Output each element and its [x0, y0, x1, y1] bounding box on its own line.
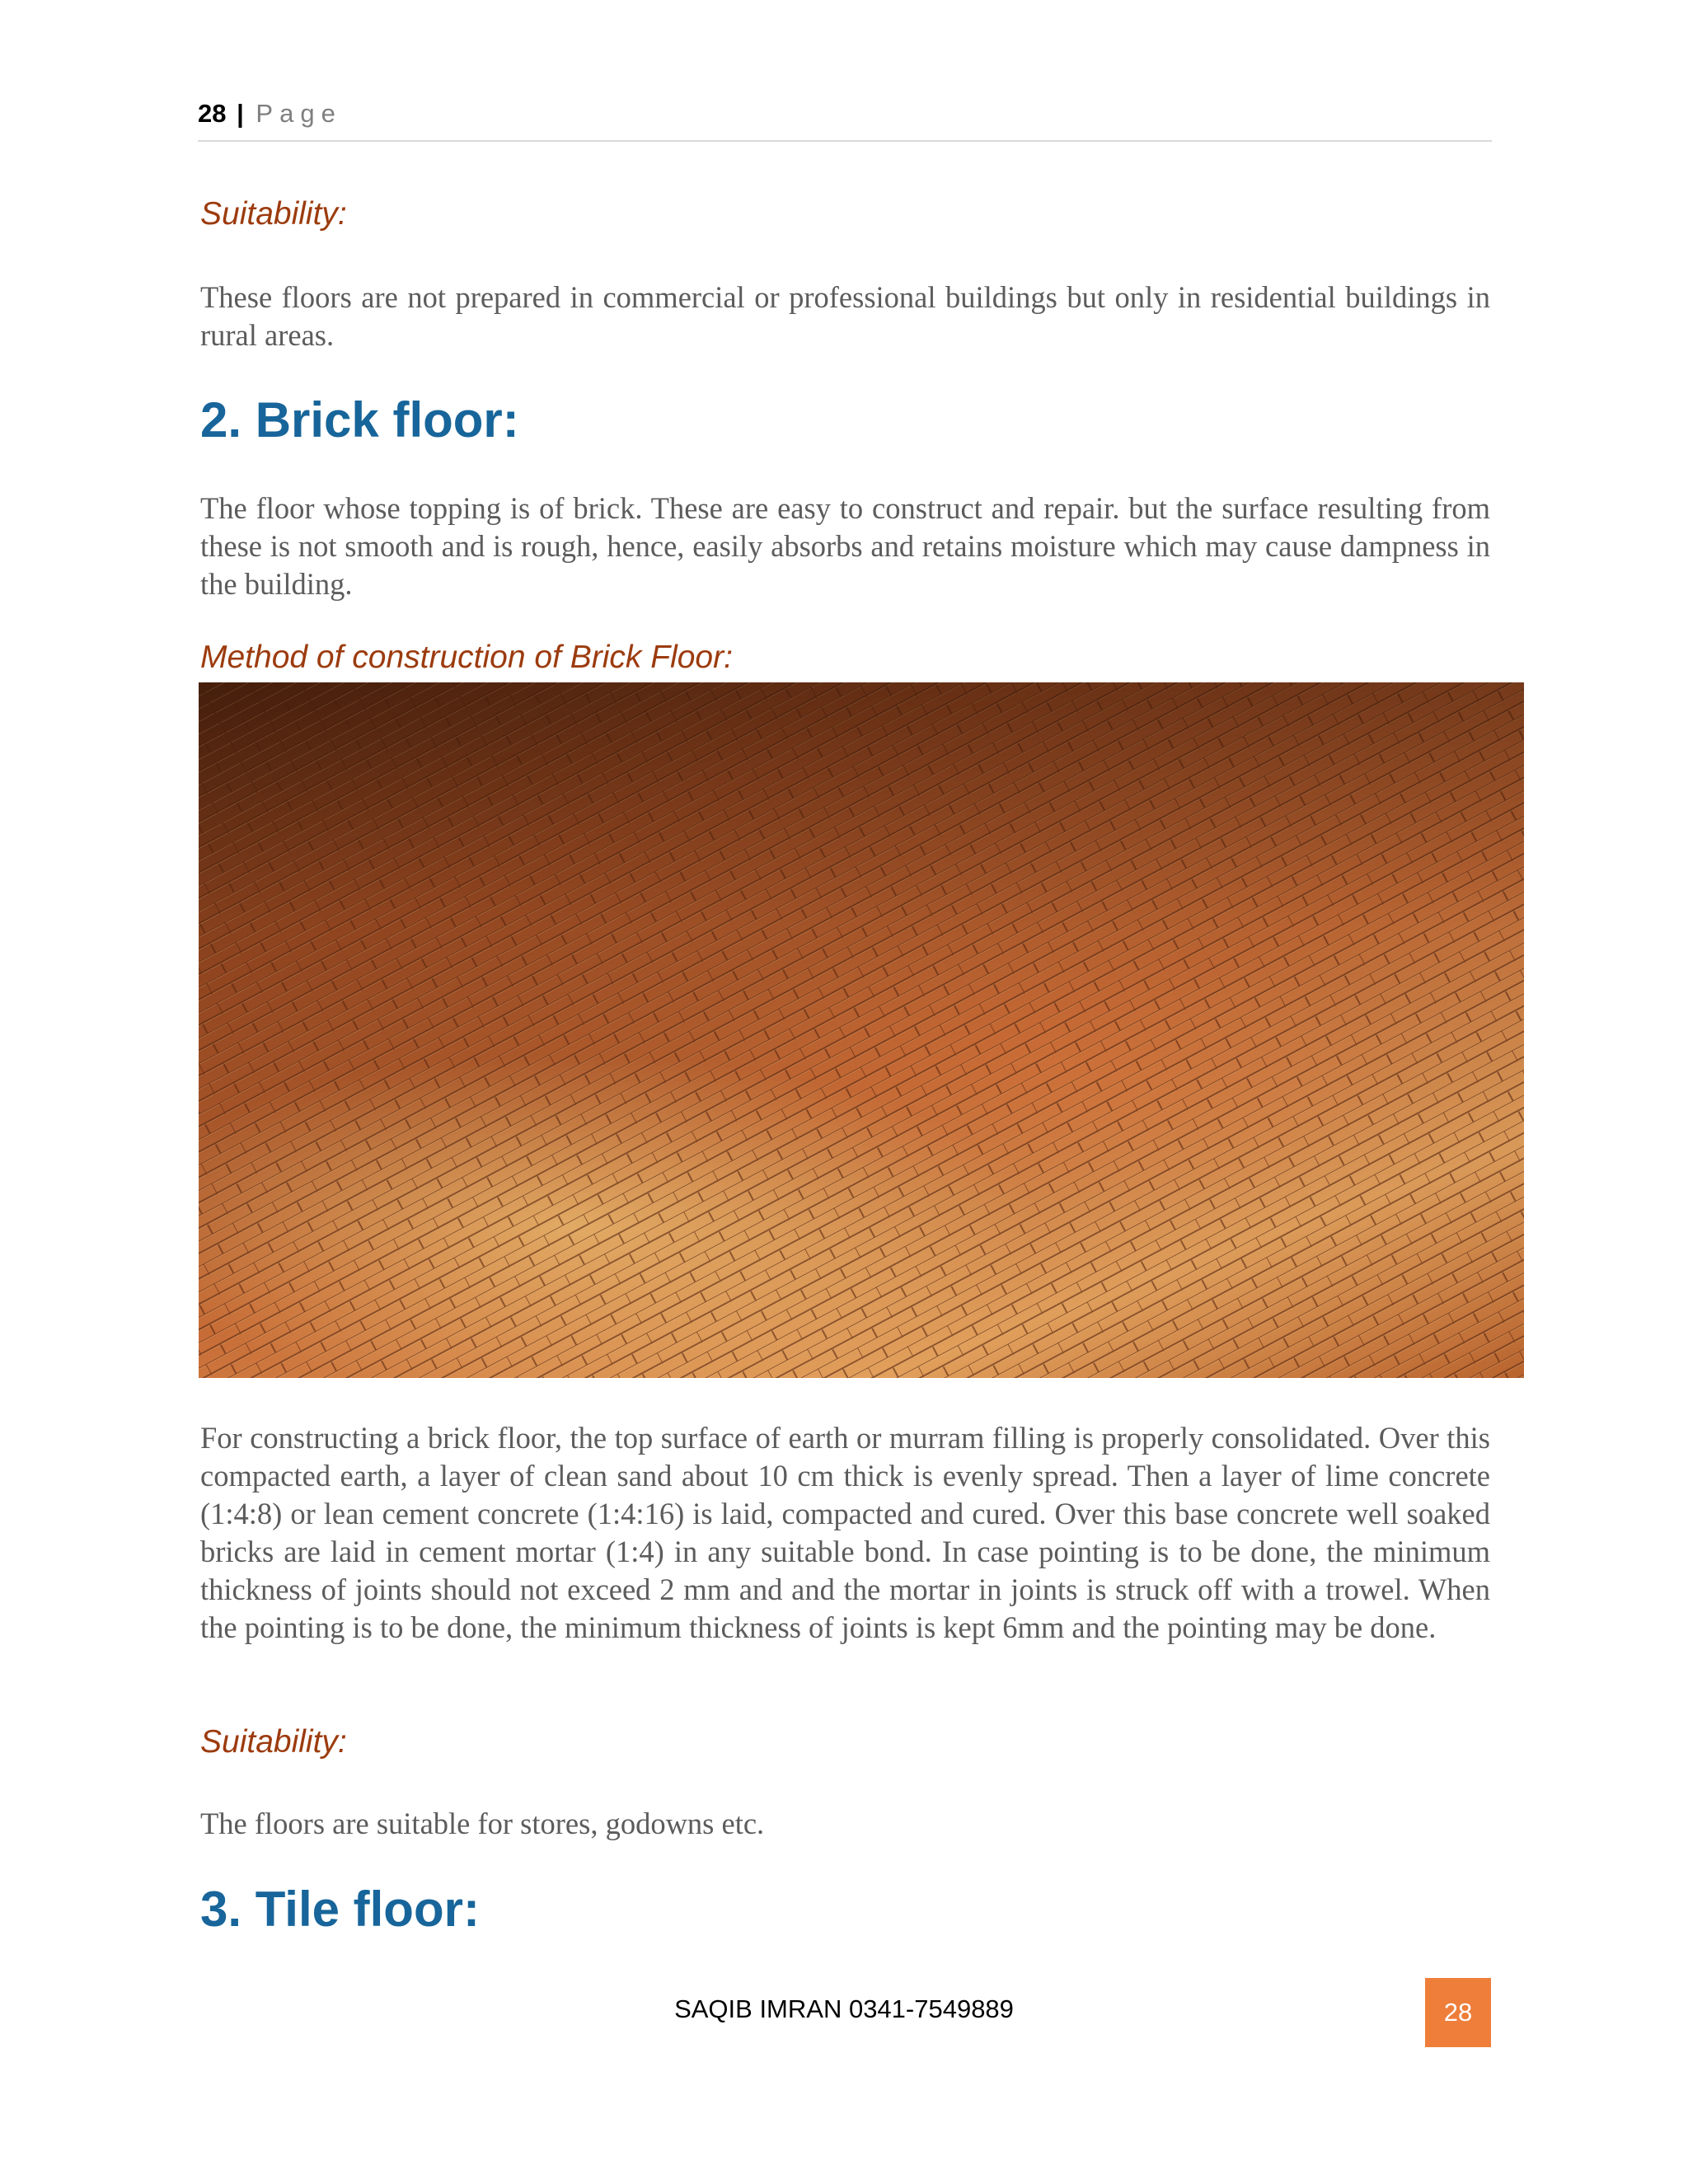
brick-floor-heading: 2. Brick floor: [200, 392, 519, 448]
page-header [198, 99, 1492, 142]
brick-floor-intro: The floor whose topping is of brick. These are easy to construct and repair. but the surface resulting from these is not smooth and is rough, hence, easily absorbs and retains moisture which may cause dampness in the building. [200, 491, 1490, 601]
footer-page-box: 28 [1425, 1978, 1491, 2047]
suitability-heading-1: Suitability: [200, 196, 347, 232]
suitability-text-2: The floors are suitable for stores, godowns etc. [200, 1807, 765, 1840]
tile-floor-heading: 3. Tile floor: [200, 1882, 480, 1937]
suitability-text-1: These floors are not prepared in commercial or professional buildings but only in residential buildings in rural areas. [200, 280, 1490, 352]
header-separator: | [237, 99, 244, 128]
suitability-heading-2: Suitability: [200, 1724, 347, 1760]
brick-floor-photo [199, 682, 1524, 1378]
brick-pattern [199, 682, 1524, 1378]
header-page-word: Page [256, 99, 342, 128]
method-text: For constructing a brick floor, the top surface of earth or murram filling is properly consolidated. Over this compacted earth, a layer of clean sand about 10 cm thick is evenly spread. Then a layer of lime concrete (1:4:8) or lean cement concrete (1:4:16) is laid, compacted and cured. Over this base concrete well soaked bricks are laid in cement mortar (1:4) in any suitable bond. In case pointing is to be done, the minimum thickness of joints should not exceed 2 mm and and the mortar in joints is struck off with a trowel. When the pointing is to be done, the minimum thickness of joints is kept 6mm and the pointing may be done. [200, 1421, 1490, 1644]
method-heading: Method of construction of Brick Floor: [200, 640, 733, 675]
footer-author: SAQIB IMRAN 0341-7549889 [674, 1994, 1014, 2023]
header-page-number: 28 [198, 99, 227, 128]
